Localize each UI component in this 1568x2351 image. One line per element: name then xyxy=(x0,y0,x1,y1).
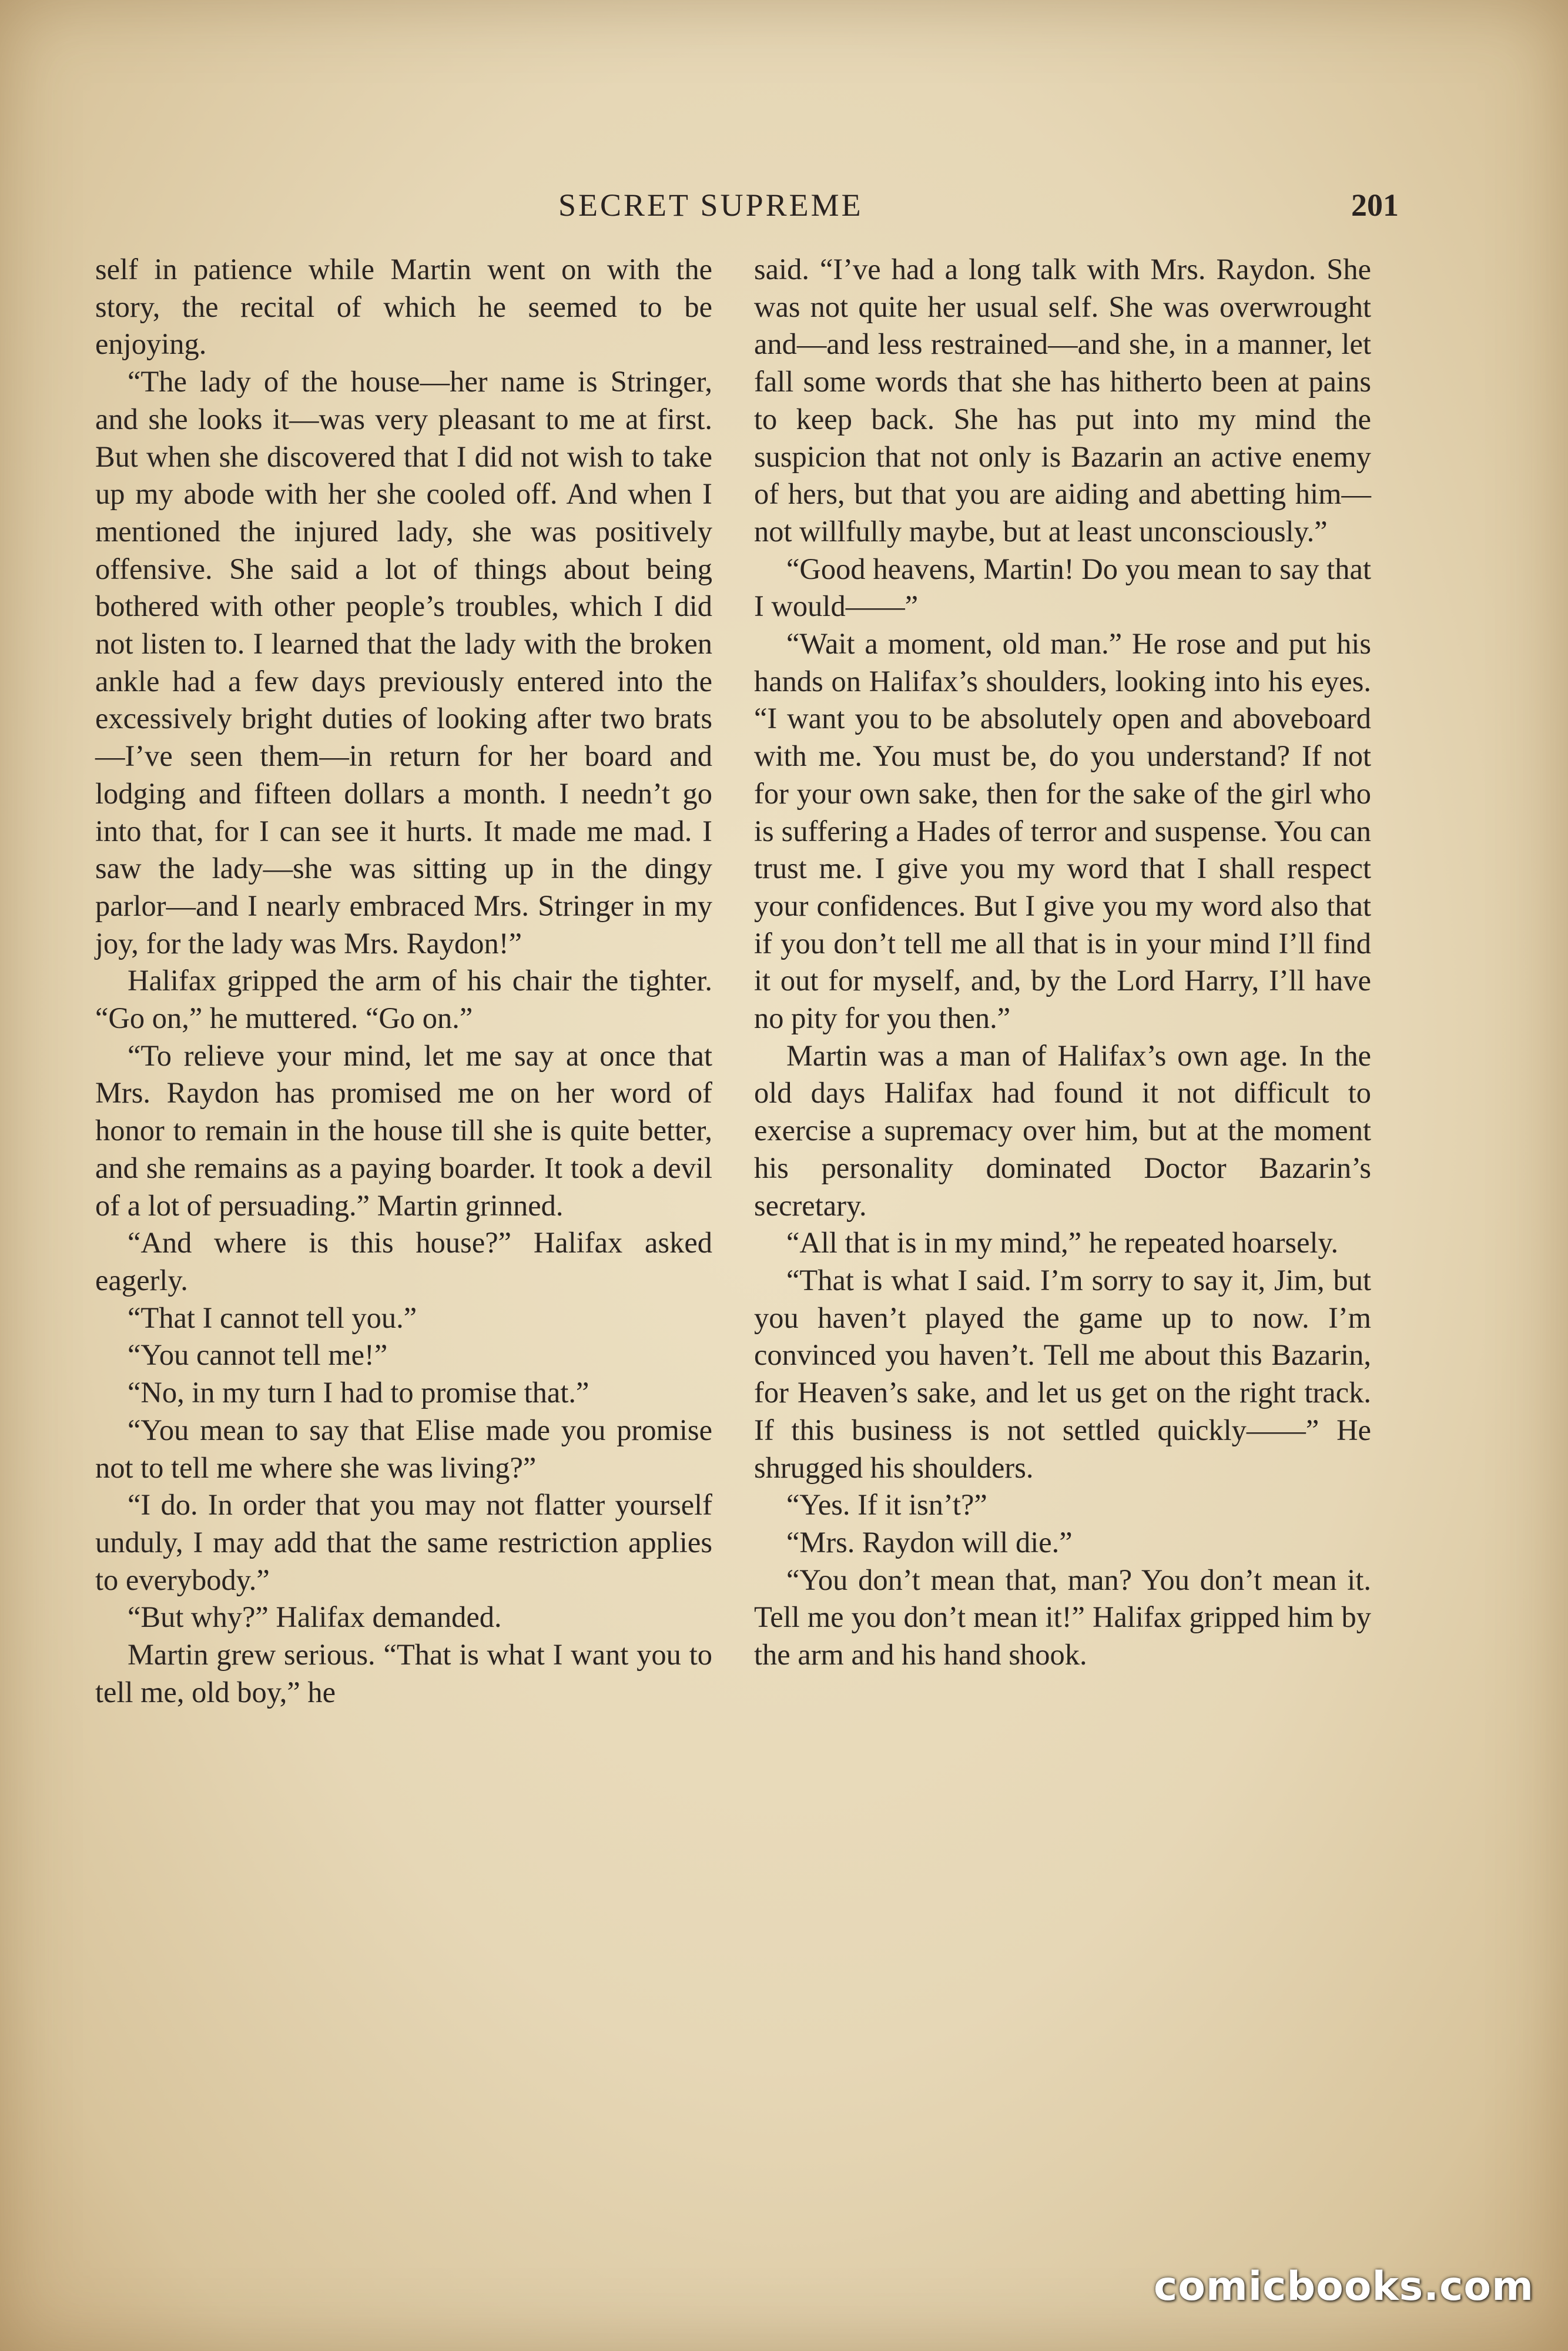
paragraph: “To relieve your mind, let me say at once that Mrs. Raydon has promised me on her word of honor to remain in the house till she is quite better, and she remains as a paying boarder. It took a devil of a lot of persuading.” Martin grinned. xyxy=(95,1039,712,1222)
paragraph: “Wait a moment, old man.” He rose and put his hands on Halifax’s shoulders, looking into his eyes. “I want you to be absolutely open and aboveboard with me. You must be, do you understand? If not for your own sake, then for the sake of the girl who is suffering a Hades of terror and suspense. You can trust me. I give you my word that I shall respect your confidences. But I give you my word also that if you don’t tell me all that is in your mind I’ll find it out for myself, and, by the Lord Harry, I’ll have no pity for you then.” xyxy=(754,627,1371,1035)
paragraph: “But why?” Halifax demanded. xyxy=(128,1600,502,1634)
paragraph: “The lady of the house—her name is Stringer, and she looks it—was very pleasant to me at first. But when she discovered that I did not wish to take up my abode with her she cooled off. And when I mentioned the injured lady, she was positively offensive. She said a lot of things about being bothered with other people’s troubles, which I did not listen to. I learned that the lady with the broken ankle had a few days previously entered into the excessively bright duties of looking after two brats—I’ve seen them—in return for her board and lodging and fifteen dollars a month. I needn’t go into that, for I can see it hurts. It made me mad. I saw the lady—she was sitting up in the dingy parlor—and I nearly embraced Mrs. Stringer in my joy, for the lady was Mrs. Raydon!” xyxy=(95,365,712,960)
page-header xyxy=(94,187,1399,234)
paragraph: “You mean to say that Elise made you promise not to tell me where she was living?” xyxy=(95,1413,712,1484)
paragraph: “And where is this house?” Halifax asked eagerly. xyxy=(95,1226,712,1297)
paragraph: Martin was a man of Halifax’s own age. In the old days Halifax had found it not difficult to exercise a supremacy over him, but at the moment his personality dominated Doctor Bazarin’s secretary. xyxy=(754,1039,1371,1222)
paragraph: Halifax gripped the arm of his chair the tighter. “Go on,” he muttered. “Go on.” xyxy=(95,964,712,1035)
paragraph: “That is what I said. I’m sorry to say it, Jim, but you haven’t played the game up to now. I’m convinced you haven’t. Tell me about this Bazarin, for Heaven’s sake, and let us get on the right track. If this business is not settled quickly——” He shrugged his shoulders. xyxy=(754,1263,1371,1484)
paragraph: “All that is in my mind,” he repeated hoarsely. xyxy=(786,1226,1339,1260)
page-number: 201 xyxy=(1351,187,1399,223)
left-column xyxy=(95,251,712,1711)
paragraph: “Good heavens, Martin! Do you mean to say that I would——” xyxy=(754,552,1371,623)
paragraph: “You cannot tell me!” xyxy=(128,1338,388,1372)
paragraph: self in patience while Martin went on with the story, the recital of which he seemed to be enjoying. xyxy=(95,253,712,361)
paragraph: “No, in my turn I had to promise that.” xyxy=(128,1376,589,1409)
right-column xyxy=(754,251,1371,1674)
running-title: SECRET SUPREME xyxy=(558,187,863,223)
paragraph: said. “I’ve had a long talk with Mrs. Raydon. She was not quite her usual self. She was overwrought and—and less restrained—and she, in a manner, let fall some words that she has hitherto been at pains to keep back. She has put into my mind the suspicion that not only is Bazarin an active enemy of hers, but that you are aiding and abetting him—not willfully maybe, but at least unconsciously.” xyxy=(754,253,1371,548)
paragraph: “Mrs. Raydon will die.” xyxy=(786,1525,1073,1559)
site-watermark: comicbooks.com xyxy=(1153,2263,1534,2310)
paragraph: “Yes. If it isn’t?” xyxy=(786,1488,987,1522)
paragraph: “You don’t mean that, man? You don’t mean it. Tell me you don’t mean it!” Halifax gripped him by the arm and his hand shook. xyxy=(754,1563,1371,1672)
paragraph: Martin grew serious. “That is what I want you to tell me, old boy,” he xyxy=(95,1638,712,1709)
paragraph: “I do. In order that you may not flatter yourself unduly, I may add that the same restriction applies to everybody.” xyxy=(95,1488,712,1596)
paragraph: “That I cannot tell you.” xyxy=(128,1301,417,1334)
